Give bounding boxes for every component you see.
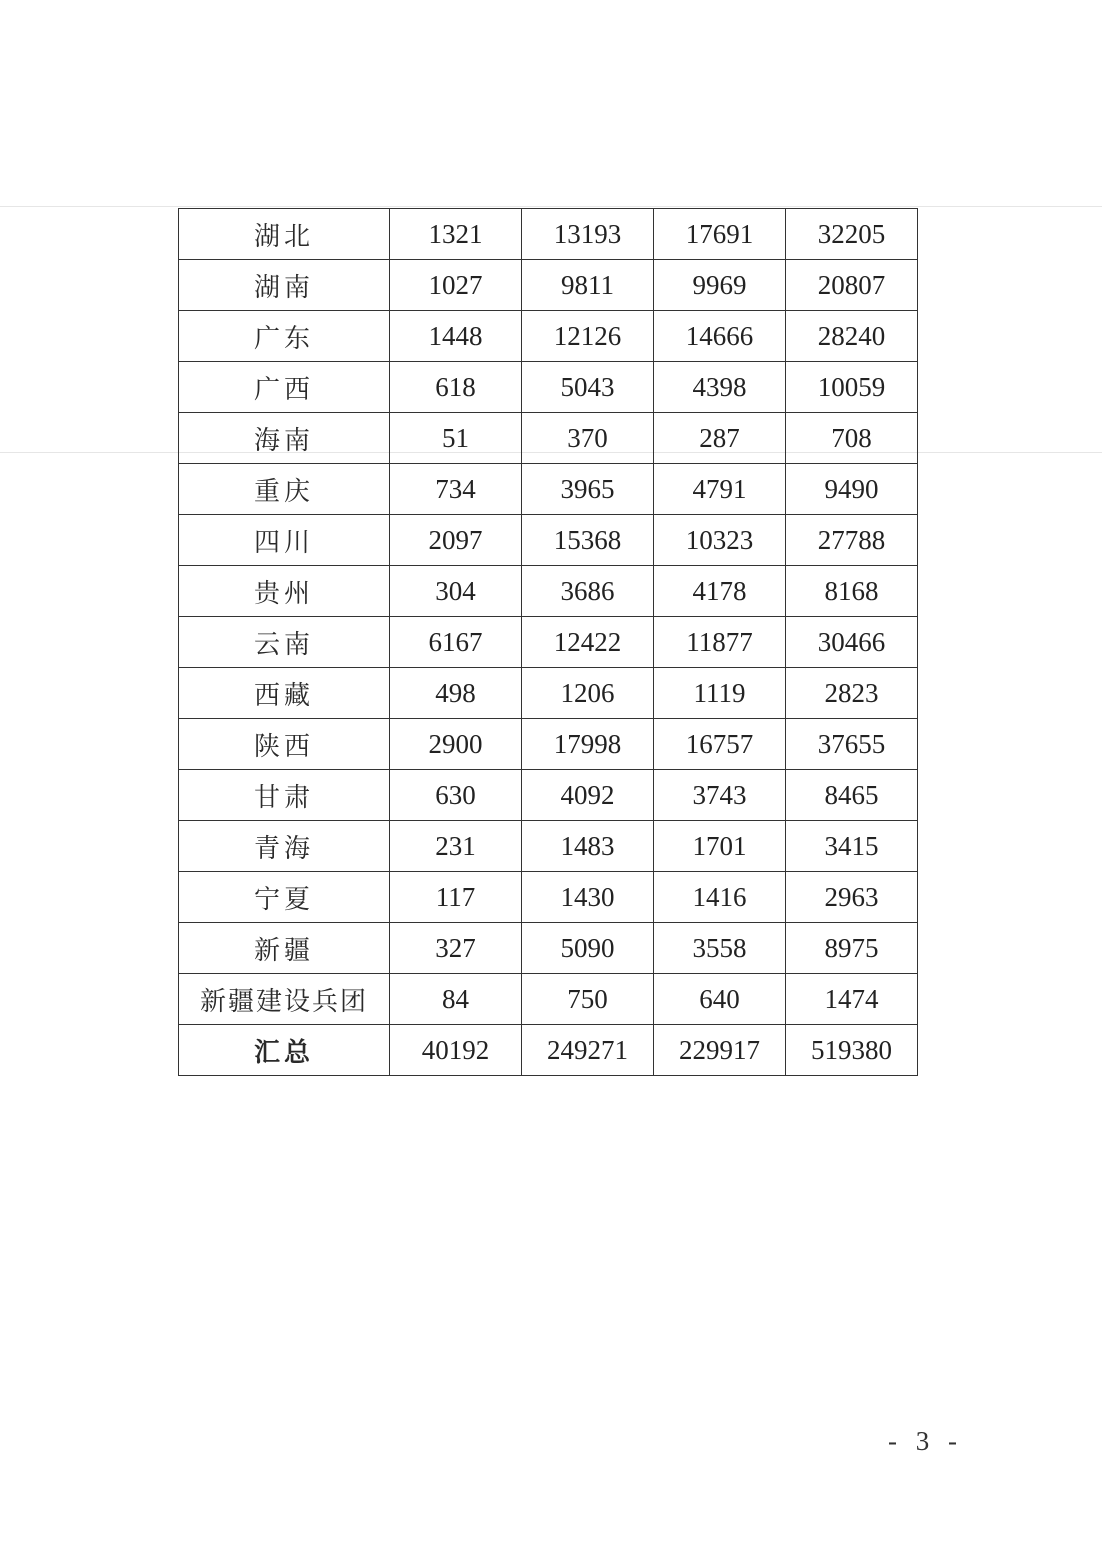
value-cell: 6167 [390,617,522,668]
value-cell: 30466 [786,617,918,668]
page-number: - 3 - [888,1426,963,1456]
value-cell: 13193 [522,209,654,260]
value-cell: 498 [390,668,522,719]
table-row [179,362,918,413]
value-cell: 4178 [654,566,786,617]
value-cell: 2823 [786,668,918,719]
table-body [179,209,918,1076]
value-cell: 1448 [390,311,522,362]
region-cell: 西藏 [179,668,390,719]
value-cell: 3965 [522,464,654,515]
table-row [179,974,918,1025]
region-cell: 湖北 [179,209,390,260]
table-row [179,413,918,464]
value-cell: 304 [390,566,522,617]
value-cell: 750 [522,974,654,1025]
value-cell: 1206 [522,668,654,719]
value-cell: 231 [390,821,522,872]
region-cell: 重庆 [179,464,390,515]
value-cell: 10323 [654,515,786,566]
value-cell: 51 [390,413,522,464]
value-cell: 287 [654,413,786,464]
value-cell: 27788 [786,515,918,566]
value-cell: 17691 [654,209,786,260]
value-cell: 32205 [786,209,918,260]
value-cell: 14666 [654,311,786,362]
region-cell: 青海 [179,821,390,872]
value-cell: 3415 [786,821,918,872]
value-cell: 3686 [522,566,654,617]
region-cell: 甘肃 [179,770,390,821]
table-row [179,566,918,617]
value-cell: 3743 [654,770,786,821]
value-cell: 618 [390,362,522,413]
value-cell: 12422 [522,617,654,668]
value-cell: 1321 [390,209,522,260]
value-cell: 2900 [390,719,522,770]
value-cell: 8168 [786,566,918,617]
value-cell: 9969 [654,260,786,311]
table-row [179,515,918,566]
table-row [179,719,918,770]
value-cell: 12126 [522,311,654,362]
region-cell: 四川 [179,515,390,566]
value-cell: 2963 [786,872,918,923]
region-cell: 新疆建设兵团 [179,974,390,1025]
value-cell: 3558 [654,923,786,974]
table-row [179,464,918,515]
value-cell: 630 [390,770,522,821]
value-cell: 117 [390,872,522,923]
value-cell: 40192 [390,1025,522,1076]
value-cell: 20807 [786,260,918,311]
table-row [179,872,918,923]
value-cell: 4092 [522,770,654,821]
value-cell: 9490 [786,464,918,515]
value-cell: 8465 [786,770,918,821]
value-cell: 1119 [654,668,786,719]
value-cell: 28240 [786,311,918,362]
value-cell: 708 [786,413,918,464]
value-cell: 4398 [654,362,786,413]
table-row [179,821,918,872]
table-total-row [179,1025,918,1076]
value-cell: 9811 [522,260,654,311]
region-cell: 广东 [179,311,390,362]
value-cell: 17998 [522,719,654,770]
table-row [179,260,918,311]
value-cell: 1474 [786,974,918,1025]
region-cell: 陕西 [179,719,390,770]
region-cell: 海南 [179,413,390,464]
value-cell: 1483 [522,821,654,872]
table-row [179,923,918,974]
value-cell: 519380 [786,1025,918,1076]
value-cell: 15368 [522,515,654,566]
table-row [179,770,918,821]
region-cell: 贵州 [179,566,390,617]
value-cell: 1416 [654,872,786,923]
table-row [179,617,918,668]
value-cell: 2097 [390,515,522,566]
region-cell: 宁夏 [179,872,390,923]
value-cell: 5090 [522,923,654,974]
region-cell: 新疆 [179,923,390,974]
value-cell: 84 [390,974,522,1025]
value-cell: 734 [390,464,522,515]
value-cell: 1701 [654,821,786,872]
region-data-table [178,208,918,1076]
value-cell: 640 [654,974,786,1025]
region-cell: 湖南 [179,260,390,311]
region-cell: 云南 [179,617,390,668]
table-row [179,311,918,362]
data-table-container [178,208,918,1076]
value-cell: 37655 [786,719,918,770]
value-cell: 8975 [786,923,918,974]
value-cell: 16757 [654,719,786,770]
value-cell: 5043 [522,362,654,413]
value-cell: 249271 [522,1025,654,1076]
value-cell: 1027 [390,260,522,311]
table-row [179,668,918,719]
region-cell: 广西 [179,362,390,413]
region-cell: 汇总 [179,1025,390,1076]
value-cell: 1430 [522,872,654,923]
value-cell: 229917 [654,1025,786,1076]
scan-artifact-line [0,206,1102,207]
value-cell: 11877 [654,617,786,668]
value-cell: 327 [390,923,522,974]
table-row [179,209,918,260]
value-cell: 370 [522,413,654,464]
value-cell: 4791 [654,464,786,515]
value-cell: 10059 [786,362,918,413]
